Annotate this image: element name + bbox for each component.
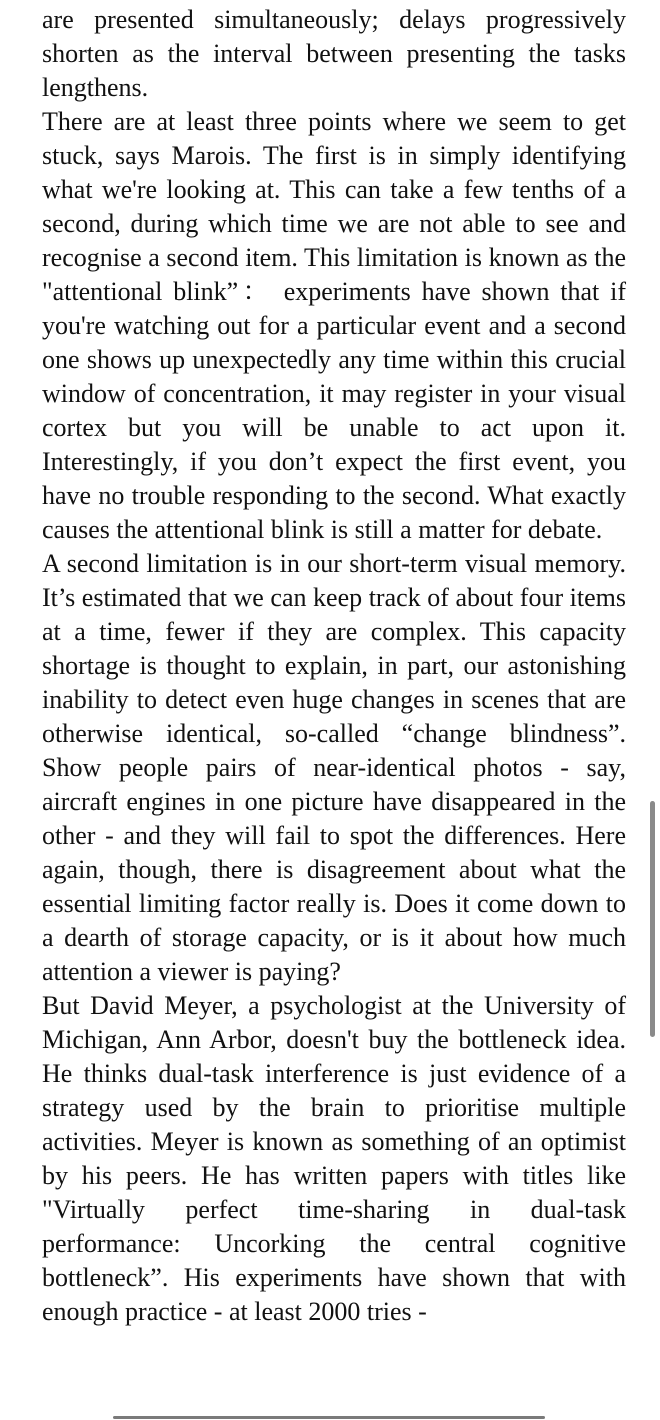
article-body: [42, 3, 626, 1329]
paragraph-2: There are at least three points where we seem to get stuck, says Marois. The first is in simply identifying what we're looking at. This can take a few tenths of a second, during which time we are not able to see and recognise a second item. This limitation is known as the "attentional blink”： experiments have shown that if you're watching out for a particular event and a second one shows up unexpectedly any time within this crucial window of concentration, it may register in your visual cortex but you will be unable to act upon it. Interestingly, if you don’t expect the first event, you have no trouble responding to the second. What exactly causes the attentional blink is still a matter for debate.: [42, 107, 626, 544]
paragraph-4: But David Meyer, a psychologist at the University of Michigan, Ann Arbor, doesn't buy the bottleneck idea. He thinks dual-task interference is just evidence of a strategy used by the brain to prioritise multiple activities. Meyer is known as something of an optimist by his peers. He has written papers with titles like "Virtually perfect time-sharing in dual-task performance: Uncorking the central cognitive bottleneck”. His experiments have shown that with enough practice - at least 2000 tries -: [42, 991, 626, 1326]
paragraph-3: A second limitation is in our short-term visual memory. It’s estimated that we can keep track of about four items at a time, fewer if they are complex. This capacity shortage is thought to explain, in part, our astonishing inability to detect even huge changes in scenes that are otherwise identical, so-called “change blindness”. Show people pairs of near-identical photos - say, aircraft engines in one picture have disappeared in the other - and they will fail to spot the differences. Here again, though, there is disagreement about what the essential limiting factor really is. Does it come down to a dearth of storage capacity, or is it about how much attention a viewer is paying?: [42, 549, 626, 986]
home-indicator[interactable]: [113, 1416, 545, 1419]
vertical-scrollbar[interactable]: [650, 801, 655, 1037]
paragraph-1: are presented simultaneously; delays progressively shorten as the interval between presenting the tasks lengthens.: [42, 5, 626, 102]
